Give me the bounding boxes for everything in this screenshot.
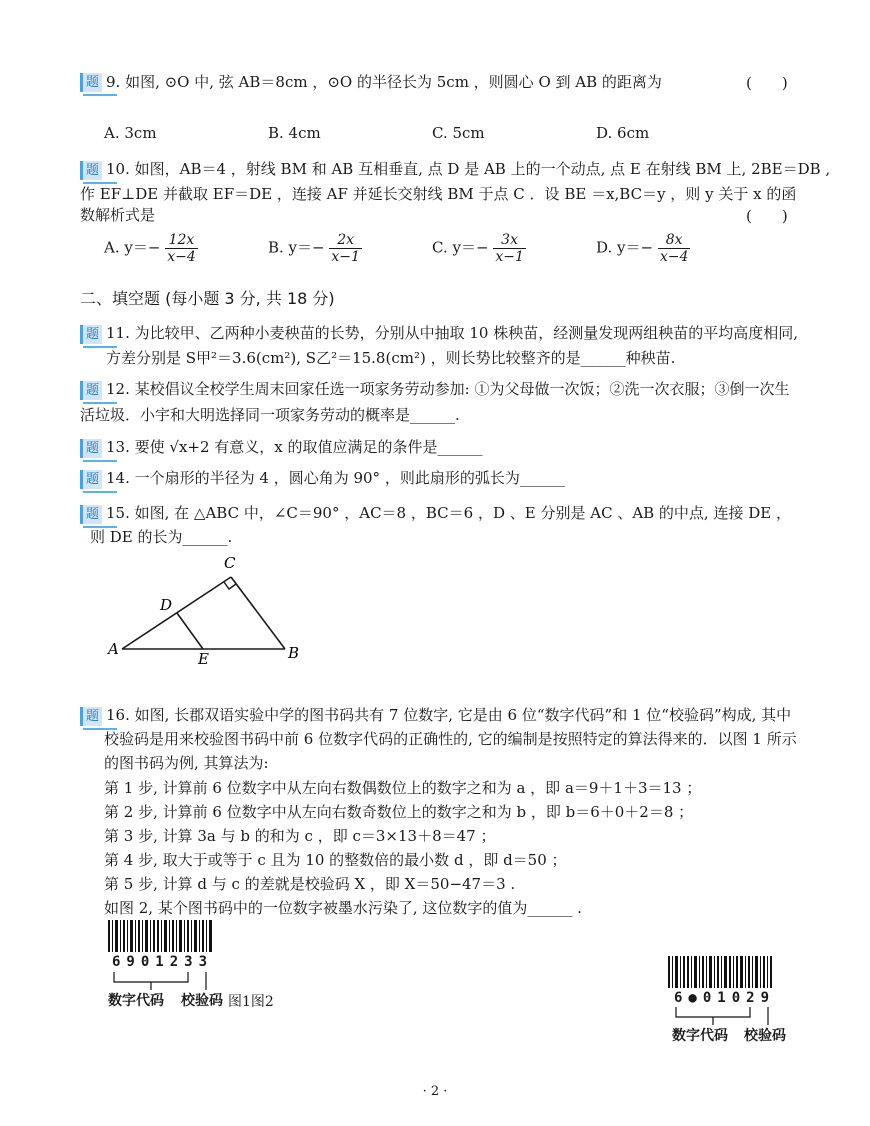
q16-step1: 第 1 步, 计算前 6 位数字中从左向右数偶数位上的数字之和为 a ，即 a＝9＋1＋3＝13 ； [104,779,702,797]
q15-line2: 则 DE 的长为______. [90,528,233,546]
option-label: B. y＝− [268,238,325,257]
fraction [329,232,362,265]
q16-line3: 的图书码为例, 其算法为: [104,754,269,772]
q16-step2: 第 2 步, 计算前 6 位数字中从左向右数奇数位上的数字之和为 b ，即 b＝6＋0＋2＝8 ； [104,803,694,821]
label-c: C [224,554,236,572]
q10-option-b [268,232,362,265]
q9-option-d: D. 6cm [596,124,650,142]
numerator: 2x [329,232,362,249]
q15-line1: 15. 如图, 在 △ABC 中，∠C＝90° ，AC＝8 ，BC＝6 ，D 、E 分别是 AC 、AB 的中点, 连接 DE ， [106,504,791,522]
segment-de [177,613,203,649]
numerator: 12x [165,232,198,249]
barcode-2-bars [668,956,773,988]
q11-line2: 方差分别是 S甲²＝3.6(cm²), S乙²＝15.8(cm²) ，则长势比较整齐的是______种秧苗. [106,349,676,367]
barcode-1-brackets [108,970,228,992]
q10-line3: 数解析式是 [80,206,156,224]
q10-option-c [432,232,526,265]
segment-bc [231,577,285,649]
barcode-2-brackets [670,1005,790,1027]
q10-option-d [596,232,690,265]
q16-step5: 第 5 步, 计算 d 与 c 的差就是校验码 X ，即 X＝50−47＝3 . [104,875,516,893]
q13-text: 13. 要使 √x+2 有意义，x 的取值应满足的条件是______ [106,438,483,456]
option-label: D. y＝− [596,238,654,257]
question-tag: 题 [80,470,102,489]
numerator: 8x [658,232,691,249]
segment-ac [122,577,231,649]
denominator: x−4 [167,249,196,265]
question-tag: 题 [80,325,102,344]
label-a: A [108,640,119,658]
q9-text: 9. 如图, ⊙O 中, 弦 AB＝8cm ，⊙O 的半径长为 5cm ，则圆心 O 到 AB 的距离为 [106,73,662,91]
q12-line1: 12. 某校倡议全校学生周末回家任选一项家务劳动参加: ①为父母做一次饭；②洗一次衣服；③倒一次生 [106,380,790,398]
q10-line1: 10. 如图，AB＝4 ，射线 BM 和 AB 互相垂直, 点 D 是 AB 上的一个动点, 点 E 在射线 BM 上, 2BE＝DB , [106,160,831,178]
right-angle-mark [224,582,236,589]
q11-line1: 11. 为比较甲、乙两种小麦秧苗的长势，分别从中抽取 10 株秧苗，经测量发现两组秧苗的平均高度相同, [106,324,799,342]
question-tag: 题 [80,73,102,92]
denominator: x−4 [659,249,689,265]
q16-step4: 第 4 步, 取大于或等于 c 且为 10 的整数倍的最小数 d ，即 d＝50 ； [104,851,567,869]
label-b: B [288,644,300,662]
fraction [493,232,526,265]
q16-step3: 第 3 步, 计算 3a 与 b 的和为 c ，即 c＝3×13＋8＝47 ； [104,827,496,845]
barcode-1-check-label: 校验码 [181,993,223,1009]
barcode-2-digits: 6●01029 [674,990,776,1006]
triangle-figure [100,550,320,670]
fraction [658,232,691,265]
barcode-2 [668,956,773,988]
question-tag: 题 [80,439,102,458]
q10-line2: 作 EF⊥DE 并截取 EF＝DE ，连接 AF 并延长交射线 BM 于点 C ．设 BE ＝x,BC＝y ，则 y 关于 x 的函 [80,185,797,203]
q9-option-c: C. 5cm [432,124,485,142]
q14-text: 14. 一个扇形的半径为 4 ，圆心角为 90° ，则此扇形的弧长为______ [106,469,565,487]
question-tag: 题 [80,707,102,726]
barcode-1 [108,920,213,952]
numerator: 3x [493,232,526,249]
question-tag: 题 [80,505,102,524]
question-tag: 题 [80,161,102,180]
barcode-1-code-label: 数字代码 [108,993,164,1009]
q9-answer-paren: ( ) [746,74,788,92]
q10-option-a [104,232,198,265]
q12-line2: 活垃圾．小宇和大明选择同一项家务劳动的概率是______. [80,406,460,424]
denominator: x−1 [331,249,360,265]
fraction [165,232,198,265]
q9-option-b: B. 4cm [268,124,321,142]
section-heading: 二、填空题 (每小题 3 分, 共 18 分) [80,289,335,308]
barcode-1-digits: 6901233 [112,954,214,970]
option-label: C. y＝− [432,238,489,257]
barcode-2-check-label: 校验码 [744,1028,786,1044]
page-number: · 2 · [422,1084,448,1099]
barcode-2-code-label: 数字代码 [672,1028,728,1044]
label-e: E [198,650,209,668]
label-d: D [160,596,173,614]
denominator: x−1 [495,249,524,265]
barcode-1-bars [108,920,213,952]
q10-answer-paren: ( ) [746,207,788,225]
question-tag: 题 [80,381,102,400]
q16-line2: 校验码是用来校验图书码中前 6 位数字代码的正确性的, 它的编制是按照特定的算法得来的．以图 1 所示 [104,730,797,748]
figure-caption: 图1图2 [228,994,274,1010]
q9-option-a: A. 3cm [104,124,157,142]
q16-last-line: 如图 2, 某个图书码中的一位数字被墨水污染了, 这位数字的值为______ . [104,899,582,917]
option-label: A. y＝− [104,238,161,257]
q16-line1: 16. 如图, 长郡双语实验中学的图书码共有 7 位数字, 它是由 6 位“数字代码”和 1 位“校验码”构成, 其中 [106,706,792,724]
